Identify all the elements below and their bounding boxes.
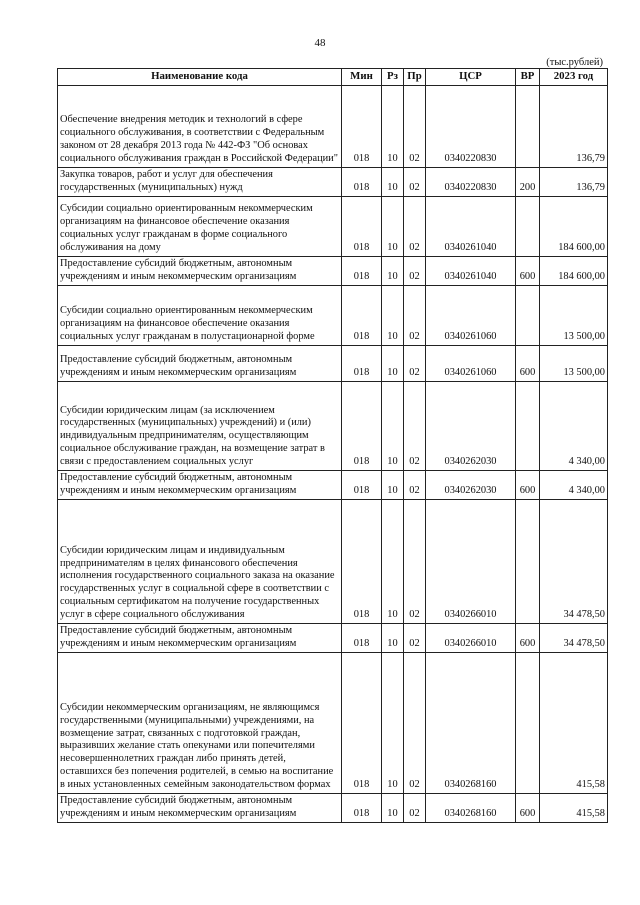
row-csr: 0340268160 [426, 794, 516, 823]
row-rz: 10 [382, 653, 404, 794]
row-name: Субсидии юридическим лицам и индивидуальным предпринимателям в целях финансового обеспечения исполнения государственного социального заказа на оказание государственных услуг в социальной сфере в соответствии с социальным сертификатом на получение государственных услуг в сфере социального обслуживания [58, 500, 342, 624]
row-pr: 02 [404, 653, 426, 794]
row-rz: 10 [382, 86, 404, 168]
row-pr: 02 [404, 346, 426, 382]
row-rz: 10 [382, 257, 404, 286]
row-min: 018 [342, 197, 382, 257]
row-name: Предоставление субсидий бюджетным, автономным учреждениям и иным некоммерческим организациям [58, 794, 342, 823]
row-name: Субсидии некоммерческим организациям, не являющимся государственными (муниципальными) учреждениями, на возмещение затрат, связанных с подготовкой граждан, выразивших желание стать опекунами или попечителями несовершеннолетних граждан либо принять детей, оставшихся без попечения родителей, в семью на воспитание в иных установленных семейным законодательством формах [58, 653, 342, 794]
table-row [58, 168, 608, 197]
row-csr: 0340261060 [426, 346, 516, 382]
row-name: Субсидии юридическим лицам (за исключением государственных (муниципальных) учреждений) и (или) индивидуальным предпринимателям, осуществляющим социальное обслуживание граждан, на возмещение затрат в связи с предоставлением социальных услуг [58, 382, 342, 471]
table-row [58, 624, 608, 653]
table-header-row [58, 69, 608, 86]
row-vr [516, 500, 540, 624]
header-pr: Пр [404, 69, 426, 86]
units-label: (тыс.рублей) [546, 57, 603, 68]
row-name: Предоставление субсидий бюджетным, автономным учреждениям и иным некоммерческим организациям [58, 346, 342, 382]
row-amount: 34 478,50 [540, 500, 608, 624]
table-row [58, 346, 608, 382]
table-row [58, 794, 608, 823]
row-csr: 0340220830 [426, 168, 516, 197]
row-pr: 02 [404, 382, 426, 471]
row-pr: 02 [404, 794, 426, 823]
row-vr [516, 286, 540, 346]
row-min: 018 [342, 346, 382, 382]
row-amount: 34 478,50 [540, 624, 608, 653]
row-vr: 600 [516, 794, 540, 823]
row-rz: 10 [382, 624, 404, 653]
row-min: 018 [342, 653, 382, 794]
row-min: 018 [342, 382, 382, 471]
row-name: Обеспечение внедрения методик и технологий в сфере социального обслуживания, в соответствии с Федеральным законом от 28 декабря 2013 года № 442-ФЗ "Об основах социального обслуживания граждан в Российской Федерации" [58, 86, 342, 168]
row-csr: 0340268160 [426, 653, 516, 794]
row-pr: 02 [404, 500, 426, 624]
row-pr: 02 [404, 168, 426, 197]
row-name: Субсидии социально ориентированным некоммерческим организациям на финансовое обеспечение оказания социальных услуг гражданам в полустационарной форме [58, 286, 342, 346]
row-min: 018 [342, 500, 382, 624]
row-name: Предоставление субсидий бюджетным, автономным учреждениям и иным некоммерческим организациям [58, 471, 342, 500]
row-vr: 600 [516, 346, 540, 382]
row-amount: 13 500,00 [540, 286, 608, 346]
row-name: Субсидии социально ориентированным некоммерческим организациям на финансовое обеспечение оказания социальных услуг гражданам в форме социального обслуживания на дому [58, 197, 342, 257]
row-pr: 02 [404, 197, 426, 257]
row-csr: 0340261060 [426, 286, 516, 346]
table-row [58, 86, 608, 168]
table-row [58, 197, 608, 257]
row-csr: 0340262030 [426, 382, 516, 471]
row-pr: 02 [404, 471, 426, 500]
row-pr: 02 [404, 286, 426, 346]
page-number: 48 [314, 37, 326, 49]
header-amount: 2023 год [540, 69, 608, 86]
row-csr: 0340266010 [426, 500, 516, 624]
header-name: Наименование кода [58, 69, 342, 86]
row-amount: 184 600,00 [540, 257, 608, 286]
row-min: 018 [342, 794, 382, 823]
row-amount: 13 500,00 [540, 346, 608, 382]
row-name: Закупка товаров, работ и услуг для обеспечения государственных (муниципальных) нужд [58, 168, 342, 197]
table-row [58, 653, 608, 794]
table-row [58, 500, 608, 624]
row-rz: 10 [382, 471, 404, 500]
row-min: 018 [342, 624, 382, 653]
row-vr: 600 [516, 471, 540, 500]
row-amount: 4 340,00 [540, 382, 608, 471]
row-min: 018 [342, 86, 382, 168]
row-rz: 10 [382, 197, 404, 257]
row-csr: 0340266010 [426, 624, 516, 653]
row-vr: 600 [516, 257, 540, 286]
table-row [58, 471, 608, 500]
row-amount: 136,79 [540, 168, 608, 197]
row-vr: 200 [516, 168, 540, 197]
row-name: Предоставление субсидий бюджетным, автономным учреждениям и иным некоммерческим организациям [58, 624, 342, 653]
row-name: Предоставление субсидий бюджетным, автономным учреждениям и иным некоммерческим организациям [58, 257, 342, 286]
row-rz: 10 [382, 346, 404, 382]
row-rz: 10 [382, 168, 404, 197]
row-amount: 184 600,00 [540, 197, 608, 257]
header-min: Мин [342, 69, 382, 86]
header-rz: Рз [382, 69, 404, 86]
row-min: 018 [342, 471, 382, 500]
row-min: 018 [342, 286, 382, 346]
row-pr: 02 [404, 257, 426, 286]
row-pr: 02 [404, 624, 426, 653]
table-row [58, 257, 608, 286]
row-csr: 0340261040 [426, 257, 516, 286]
row-vr [516, 86, 540, 168]
row-vr [516, 197, 540, 257]
row-vr [516, 382, 540, 471]
row-amount: 136,79 [540, 86, 608, 168]
row-amount: 4 340,00 [540, 471, 608, 500]
row-amount: 415,58 [540, 794, 608, 823]
row-rz: 10 [382, 500, 404, 624]
row-csr: 0340261040 [426, 197, 516, 257]
row-rz: 10 [382, 286, 404, 346]
table-row [58, 382, 608, 471]
row-min: 018 [342, 168, 382, 197]
header-vr: ВР [516, 69, 540, 86]
row-rz: 10 [382, 794, 404, 823]
row-csr: 0340220830 [426, 86, 516, 168]
table-row [58, 286, 608, 346]
row-amount: 415,58 [540, 653, 608, 794]
row-vr [516, 653, 540, 794]
row-pr: 02 [404, 86, 426, 168]
budget-table [57, 68, 608, 823]
row-rz: 10 [382, 382, 404, 471]
row-vr: 600 [516, 624, 540, 653]
row-csr: 0340262030 [426, 471, 516, 500]
row-min: 018 [342, 257, 382, 286]
header-csr: ЦСР [426, 69, 516, 86]
